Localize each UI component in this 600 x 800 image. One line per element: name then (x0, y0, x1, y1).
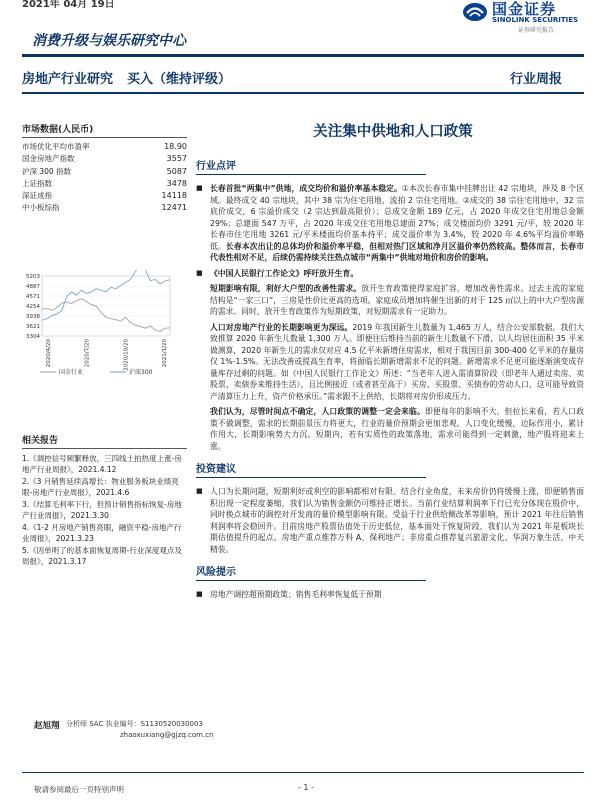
related-report-item[interactable]: 3.《结算毛利率下行，但预计销售指标恢复-房地产行业周报》，2021.3.30 (22, 500, 182, 520)
analyst-email[interactable]: zhaoxuxiang@gjzq.com.cn (120, 731, 214, 739)
market-row-value: 3478 (166, 178, 187, 188)
logo-name-cn: 国金证券 (492, 0, 557, 18)
para-long-term (210, 322, 584, 403)
market-row-value: 5087 (166, 166, 187, 176)
market-row-label: 上证指数 (22, 178, 52, 188)
market-row (22, 190, 187, 202)
bullet-changchun (196, 183, 584, 264)
page-number: - 1 - (298, 783, 314, 792)
header-rule (22, 54, 584, 57)
bullet-changchun-text: ①本次长春市集中挂牌出让 42 宗地块，涉及 8 个区域。最终成交 40 宗地块，其中 38 宗为住宅用地，流拍 2 宗住宅用地。②成交的 38 宗住宅用地中，32 宗底价成交，6 宗溢价成交（2 宗达到最高限价）；总成交金额 189 亿元，占 2020 年成交住宅用地总金额 29%；总建面 547 万平，占 2020 年成交住宅用地总建面 27%；成交楼面均价 3291 元/平，较 2020 年长春市住宅用地 3261 元/平米楼面均价基本持平；成交溢价率为 3.4%，较 2020 年 4.6%平均溢价率略低。 (210, 184, 584, 251)
para-short-term (210, 283, 584, 318)
chart-y-tick-label: 3938 (26, 313, 40, 320)
analyst-name: 赵旭翔 (34, 721, 60, 731)
bullet-pboc-lead: 《中国人民银行工作论文》呼吁放开生育。 (210, 268, 359, 278)
para-policy-text: 即便每年的影响不大，但拉长来看，若人口政策不做调整，需求的长期前景压力将更大，行业的量价预期会更加悲观。人口变化缓慢，边际作用小，累计作用大，长期影响势大力沉。短期内，若有实质性的政策落地，需求可能得到一定刺激，地产股将迎来上涨。 (210, 407, 585, 451)
market-row-label: 市场优化平均市盈率 (22, 142, 90, 151)
market-row (22, 178, 187, 190)
market-row (22, 202, 187, 214)
related-reports (22, 433, 187, 568)
related-title: 相关报告 (22, 433, 187, 449)
related-report-item[interactable]: 2.《3 月销售延续高增长：物业服务板块业绩亮眼-房地产行业周报》，2021.4.6 (22, 477, 179, 497)
logo-name-en: SINOLINK SECURITIES (492, 16, 579, 24)
logo-mark-icon (462, 0, 488, 22)
market-row-label: 中小板综指 (22, 203, 60, 213)
footer-disclaimer: 敬请参阅最后一页特别声明 (34, 785, 124, 794)
market-row-value: 12471 (161, 203, 187, 213)
market-row-label: 国金房地产指数 (22, 154, 75, 164)
chart-y-tick-label: 5203 (26, 274, 40, 280)
para-policy-view (210, 406, 584, 452)
section-risk: 风险提示 (196, 563, 426, 581)
chart-x-tick-label: 2020/7/20 (84, 339, 91, 368)
page-footer (22, 772, 584, 794)
market-row (22, 141, 187, 153)
para-short-term-lead: 短期影响有限，利好大户型的改善性需求。 (210, 284, 362, 293)
chart-y-tick-label: 4571 (26, 293, 40, 300)
chart-legend-label: 沪深300 (129, 369, 153, 376)
chart-y-tick-label: 3304 (26, 334, 40, 340)
related-report-item[interactable]: 5.《因单明了的基本面恢复周期-行业深度观点及周报》，2021.3.17 (22, 546, 182, 566)
chart-legend-label: 国金行业 (59, 369, 84, 376)
bullet-changchun-conclusion: 长春本次出让的总体均价和溢价率平稳，但相对热门区域和净月区溢价率仍然较高。整体而言，长春市代表性相对不足，后续仍需持续关注热点城市“两集中”供地对地价和房价的影响。 (210, 241, 584, 262)
section-industry-review: 行业点评 (196, 157, 426, 175)
chart-y-tick-label: 4254 (26, 303, 40, 310)
market-data-title: 市场数据(人民币) (22, 122, 187, 138)
market-row (22, 166, 187, 178)
chart-x-tick-label: 2021/1/20 (162, 339, 168, 368)
research-center: 消费升级与娱乐研究中心 (32, 33, 186, 49)
rating: 买入（维持评级） (127, 72, 232, 87)
market-row-label: 深证成指 (22, 191, 52, 201)
report-type: 行业周报 (510, 72, 563, 87)
industry-name: 房地产行业研究 (22, 72, 114, 87)
para-long-term-lead: 人口对房地产行业的长期影响更为深远。 (210, 322, 353, 332)
market-row-value: 14118 (161, 191, 187, 201)
bullet-square-icon: ■ (196, 268, 203, 277)
chart-x-tick-label: 2020/10/20 (123, 339, 130, 371)
risk-text: 房地产调控超预期政策；销售毛利率恢复低于预期 (210, 590, 382, 599)
chart-y-tick-label: 3621 (26, 323, 40, 330)
market-row-value: 3557 (166, 154, 187, 164)
logo-subtitle: 证券研究报告 (518, 27, 555, 34)
chart-x-tick-label: 2020/4/20 (46, 339, 52, 368)
para-policy-lead: 我们认为，尽管时间点不确定，人口政策的调整一定会来临。 (210, 407, 425, 416)
market-row-value: 18.90 (164, 142, 187, 151)
para-long-term-text: 2019 年我国新生儿数量为 1,465 万人，结合公安部数据，我们大致推算 2020 年新生儿数量 1,300 万人。即便往后维持当前的新生儿数量不下滑，以人均居住面积 35 平米做测算，2020 年新生儿的需求仅对应 4.5 亿平米新增住房需求，相对于我国目前 300-400 亿平米的存量房仅 1%-1.5%。无法改善或提高生育率，将面临长期新增需求不足的问题。新增需求不足更可能逐渐演变成存量库存过剩的问题。如《中国人民银行工作论文》所述：“当老年人进入需清算阶段（即老年人通过卖房、卖股票、卖债券来维持生活），且比例接近（或者甚至高于）买房、买股票、买债券的劳动人口，这可能导致资产清算压力上升，资产价格承压。”需求跟不上供给，长期将对房价形成压力。 (210, 322, 584, 401)
report-title: 关注集中供地和人口政策 (313, 124, 473, 140)
section-investment: 投资建议 (196, 460, 426, 478)
related-report-item[interactable]: 4.《1-2 月房地产销售亮眼，融资平稳-房地产行业周报》，2021.3.23 (22, 523, 182, 543)
market-data-panel (22, 122, 187, 215)
para-short-term-text: 放开生育政策使得家庭扩容，增加改善性需求。过去主流的家庭结构是“一家三口”，三房是性价比更高的选项。家庭成员增加将催生出新的对于 125 ㎡以上的中大户型房源的需求。同时，放开生育政策作为短期政策，对短期需求有一定助力。 (210, 284, 585, 316)
bullet-square-icon: ■ (196, 487, 203, 495)
industry-heading (22, 68, 231, 87)
bullet-square-icon: ■ (196, 184, 203, 192)
bullet-pboc-paper (196, 268, 584, 280)
market-row (22, 153, 187, 165)
chart-series-line (42, 299, 170, 332)
bullet-risk (196, 589, 584, 601)
bullet-square-icon: ■ (196, 590, 203, 598)
main-content (196, 120, 584, 601)
title-rule (22, 92, 584, 94)
chart-series-line (42, 270, 170, 320)
bullet-investment (196, 486, 584, 555)
investment-text: 人口为长期问题，短期利好或利空的影响都相对有限。结合行业角度，未来房价仍将缓慢上涨，即便销售面积出现一定程度萎缩，我们认为销售金额仍可维持正增长。当前行业结算利润率下行已充分体现在股价中，同时换点城市的调控对开发商的量价模型影响有限。受益于行业供给侧改革等影响，预计 2021 年往后销售利润率将会稳回升。目前房地产股票估值处于历史低位，基本面处于恢复阶段，我们认为 2021 年是板块长期估值提升的起点。房地产重点推荐万科 A、保利地产；非房重点推荐复兴旅游文化、华润万象生活、中天精装。 (210, 487, 584, 554)
bullet-changchun-lead: 长春首批“两集中”供地，成交均价和溢价率基本稳定。 (210, 184, 402, 193)
report-date: 2021年 04月 19日 (22, 0, 115, 10)
chart-y-tick-label: 4887 (26, 283, 40, 290)
related-report-item[interactable]: 1.《调控信号频繁释放，三四线土拍热度上涨-房地产行业周报》，2021.4.12 (22, 454, 182, 474)
index-chart (22, 270, 187, 382)
market-row-label: 沪深 300 指数 (22, 166, 72, 176)
analyst-license: 分析师 SAC 执业编号：S1130520030003 (66, 720, 203, 728)
